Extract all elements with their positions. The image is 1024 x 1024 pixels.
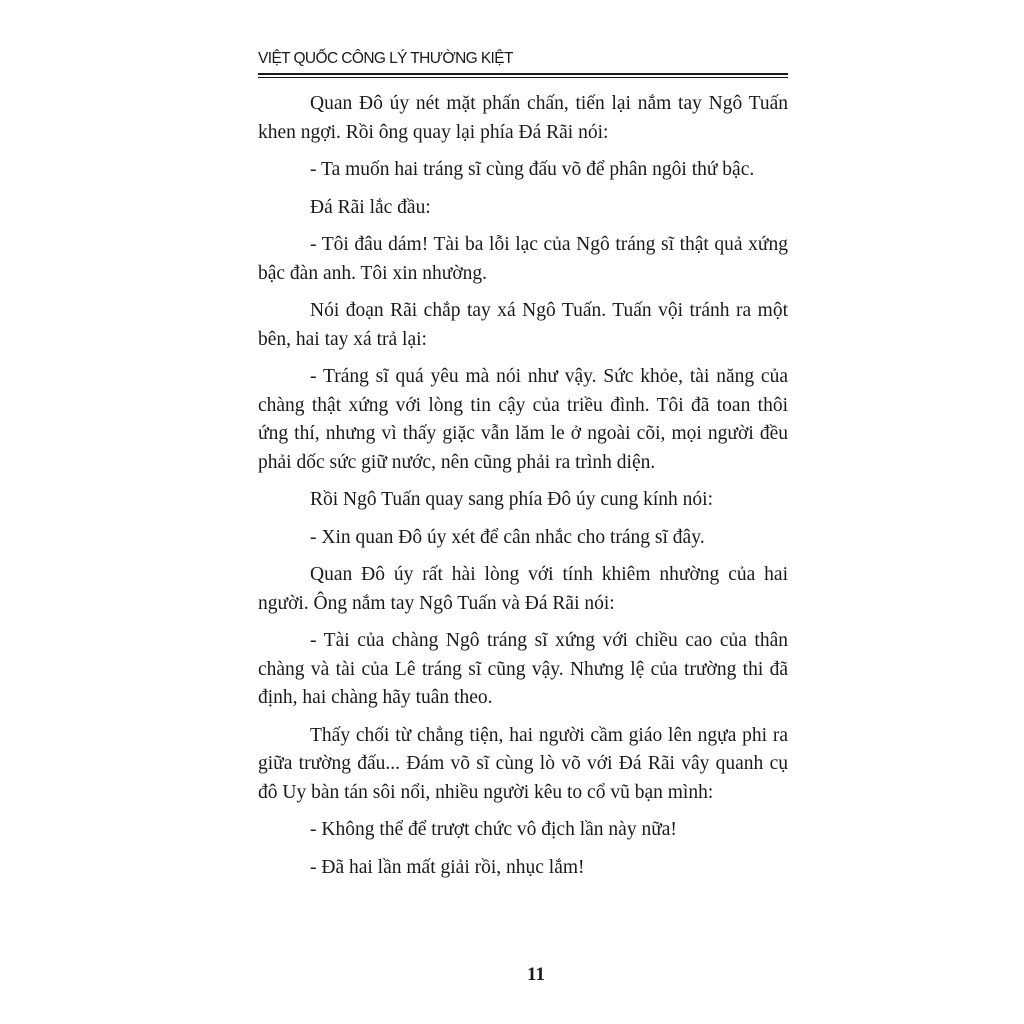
paragraph: - Tôi đâu dám! Tài ba lỗi lạc của Ngô tráng sĩ thật quả xứng bậc đàn anh. Tôi xin nhường. [258, 234, 788, 284]
paragraph: Đá Rãi lắc đầu: [310, 196, 431, 218]
paragraph: - Đã hai lần mất giải rồi, nhục lắm! [310, 856, 585, 878]
paragraph: Thấy chối từ chẳng tiện, hai người cầm giáo lên ngựa phi ra giữa trường đấu... Đám võ sĩ cùng lò võ với Đá Rãi vây quanh cụ đô Uy bàn tán sôi nổi, nhiều người kêu to cổ vũ bạn mình: [258, 724, 788, 803]
running-header [258, 48, 788, 72]
paragraph: Nói đoạn Rãi chắp tay xá Ngô Tuấn. Tuấn vội tránh ra một bên, hai tay xá trả lại: [258, 300, 788, 350]
page-number: 11 [527, 964, 545, 985]
paragraph: Rồi Ngô Tuấn quay sang phía Đô úy cung kính nói: [310, 489, 713, 510]
header-divider [258, 73, 788, 75]
paragraph: - Tài của chàng Ngô tráng sĩ xứng với chiều cao của thân chàng và tài của Lê tráng sĩ cũng vậy. Nhưng lệ của trường thi đã định, hai chàng hãy tuân theo. [258, 630, 788, 708]
paragraph: Quan Đô úy rất hài lòng với tính khiêm nhường của hai người. Ông nắm tay Ngô Tuấn và Đá Rãi nói: [258, 564, 788, 614]
paragraph: - Không thể để trượt chức vô địch lần này nữa! [310, 819, 677, 840]
paragraph: - Xin quan Đô úy xét để cân nhắc cho tráng sĩ đây. [310, 526, 705, 548]
paragraph: - Tráng sĩ quá yêu mà nói như vậy. Sức khỏe, tài năng của chàng thật xứng với lòng tin cậy của triều đình. Tôi đã toan thôi ứng thí, nhưng vì thấy giặc vẫn lăm le ở ngoài cõi, mọi người đều phải dốc sức giữ nước, nên cũng phải ra trình diện. [258, 366, 788, 473]
paragraph: Quan Đô úy nét mặt phấn chấn, tiến lại nắm tay Ngô Tuấn khen ngợi. Rồi ông quay lại phía Đá Rãi nói: [258, 93, 788, 143]
header-divider-thin [258, 77, 788, 78]
page-body [258, 90, 788, 891]
paragraph: - Ta muốn hai tráng sĩ cùng đấu võ để phân ngôi thứ bậc. [310, 159, 755, 180]
book-title: VIỆT QUỐC CÔNG LÝ THƯỜNG KIỆT [258, 50, 513, 67]
